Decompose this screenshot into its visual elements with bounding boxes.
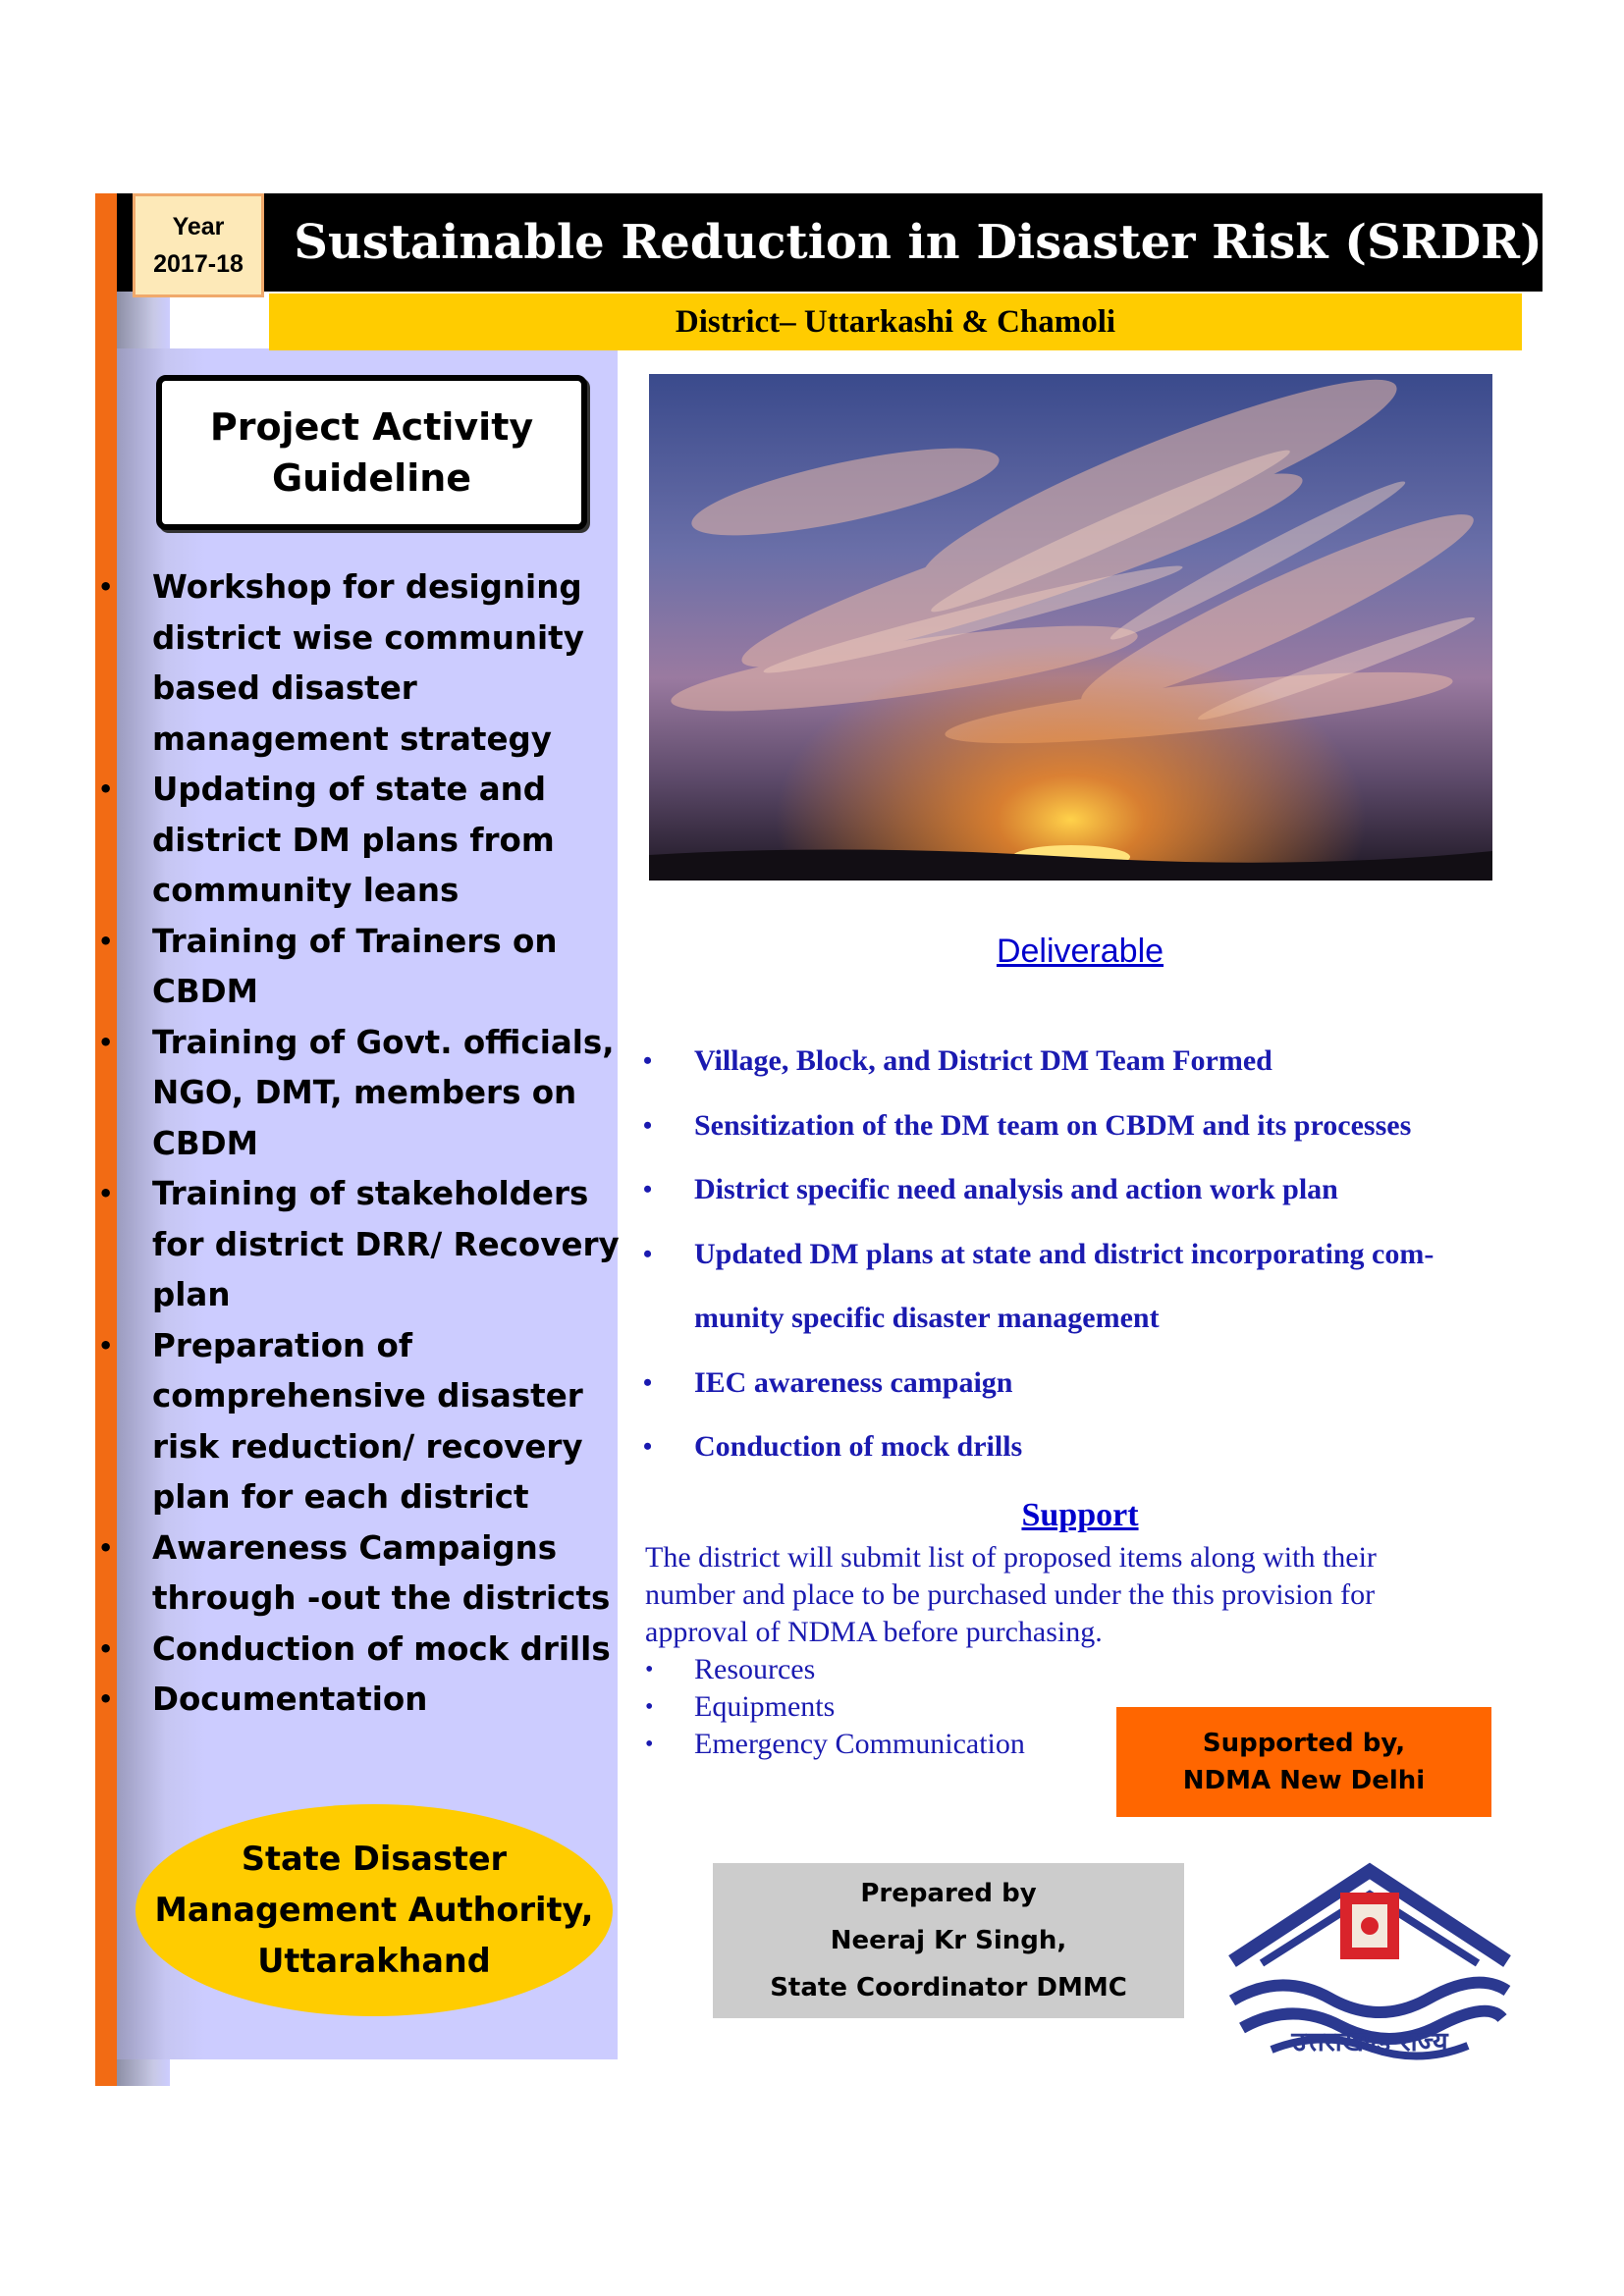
- year-value: 2017-18: [153, 250, 244, 278]
- prepared-by-line-1: Prepared by: [860, 1879, 1037, 1908]
- year-box: [133, 193, 264, 297]
- activity-item: • Training of stakeholders for district DRR/ Recovery plan: [98, 1169, 621, 1321]
- bullet-icon: •: [98, 1634, 114, 1663]
- bullet-icon: •: [98, 1028, 114, 1056]
- logo-caption: उत्तराखण्ड राज्य: [1291, 2027, 1448, 2057]
- guideline-box: [156, 375, 587, 530]
- supported-by-box: [1116, 1707, 1491, 1817]
- deliverable-list: [638, 1029, 1522, 1479]
- guideline-line-1: Project Activity: [209, 405, 534, 449]
- activity-item: • Updating of state and district DM plans from community leans: [98, 765, 621, 917]
- activity-item: • Conduction of mock drills: [98, 1625, 621, 1676]
- support-item: • Emergency Communication: [643, 1726, 1025, 1763]
- authority-line-2: Management Authority,: [154, 1891, 594, 1929]
- bullet-icon: •: [645, 1694, 654, 1720]
- deliverable-heading: Deliverable: [996, 933, 1164, 970]
- bullet-icon: •: [98, 1180, 114, 1207]
- authority-line-1: State Disaster: [241, 1840, 508, 1878]
- guideline-line-2: Guideline: [271, 456, 472, 500]
- deliverable-item: • Conduction of mock drills: [638, 1415, 1522, 1479]
- deliverable-item: • Sensitization of the DM team on CBDM and its processes: [638, 1094, 1522, 1158]
- activity-item: • Training of Govt. officials, NGO, DMT, members on CBDM: [98, 1018, 621, 1170]
- support-paragraph: The district will submit list of proposed items along with their number and place to be purchased under the this provision for approval of NDMA before purchasing.: [645, 1541, 1377, 1648]
- deliverable-item: • District specific need analysis and action work plan: [638, 1157, 1522, 1222]
- activity-list: [98, 562, 621, 1726]
- supported-by-line-2: NDMA New Delhi: [1182, 1766, 1426, 1795]
- activity-item: • Workshop for designing district wise community based disaster management strategy: [98, 562, 621, 765]
- sunset-photo: [649, 374, 1492, 881]
- bullet-icon: •: [643, 1110, 653, 1140]
- prepared-by-line-2: Neeraj Kr Singh,: [830, 1926, 1067, 1955]
- district-bar: District– Uttarkashi & Chamoli: [269, 294, 1522, 350]
- year-label: Year: [172, 213, 225, 240]
- deliverable-item: • Updated DM plans at state and district incorporating com- munity specific disaster management: [638, 1222, 1522, 1351]
- activity-item: • Preparation of comprehensive disaster risk reduction/ recovery plan for each district: [98, 1321, 621, 1523]
- authority-line-3: Uttarakhand: [257, 1942, 491, 1980]
- bullet-icon: •: [645, 1732, 654, 1757]
- authority-oval: [135, 1804, 613, 2016]
- activity-item: • Training of Trainers on CBDM: [98, 917, 621, 1018]
- deliverable-item: • Village, Block, and District DM Team Formed: [638, 1029, 1522, 1094]
- bullet-icon: •: [98, 573, 114, 601]
- bullet-icon: •: [98, 1685, 114, 1713]
- bullet-icon: •: [643, 1046, 653, 1075]
- support-heading: Support: [1021, 1497, 1139, 1533]
- bullet-icon: •: [643, 1175, 653, 1203]
- bullet-icon: •: [643, 1432, 653, 1461]
- bullet-icon: •: [645, 1657, 654, 1682]
- bullet-icon: •: [98, 1533, 114, 1562]
- prepared-by-line-3: State Coordinator DMMC: [770, 1973, 1127, 2002]
- bullet-icon: •: [643, 1239, 653, 1268]
- prepared-by-box: [713, 1863, 1184, 2018]
- page-title: Sustainable Reduction in Disaster Risk (SRDR): [294, 215, 1543, 270]
- support-list: [643, 1651, 1025, 1763]
- support-item: • Resources: [643, 1651, 1025, 1688]
- bullet-icon: •: [98, 775, 114, 803]
- activity-item: • Awareness Campaigns through -out the districts: [98, 1523, 621, 1625]
- bullet-icon: •: [98, 1331, 114, 1360]
- supported-by-line-1: Supported by,: [1202, 1729, 1406, 1758]
- support-item: • Equipments: [643, 1688, 1025, 1726]
- bullet-icon: •: [98, 927, 114, 955]
- activity-item: • Documentation: [98, 1675, 621, 1726]
- deliverable-item: • IEC awareness campaign: [638, 1351, 1522, 1415]
- sun-glow: [649, 374, 1492, 881]
- bullet-icon: •: [643, 1367, 653, 1397]
